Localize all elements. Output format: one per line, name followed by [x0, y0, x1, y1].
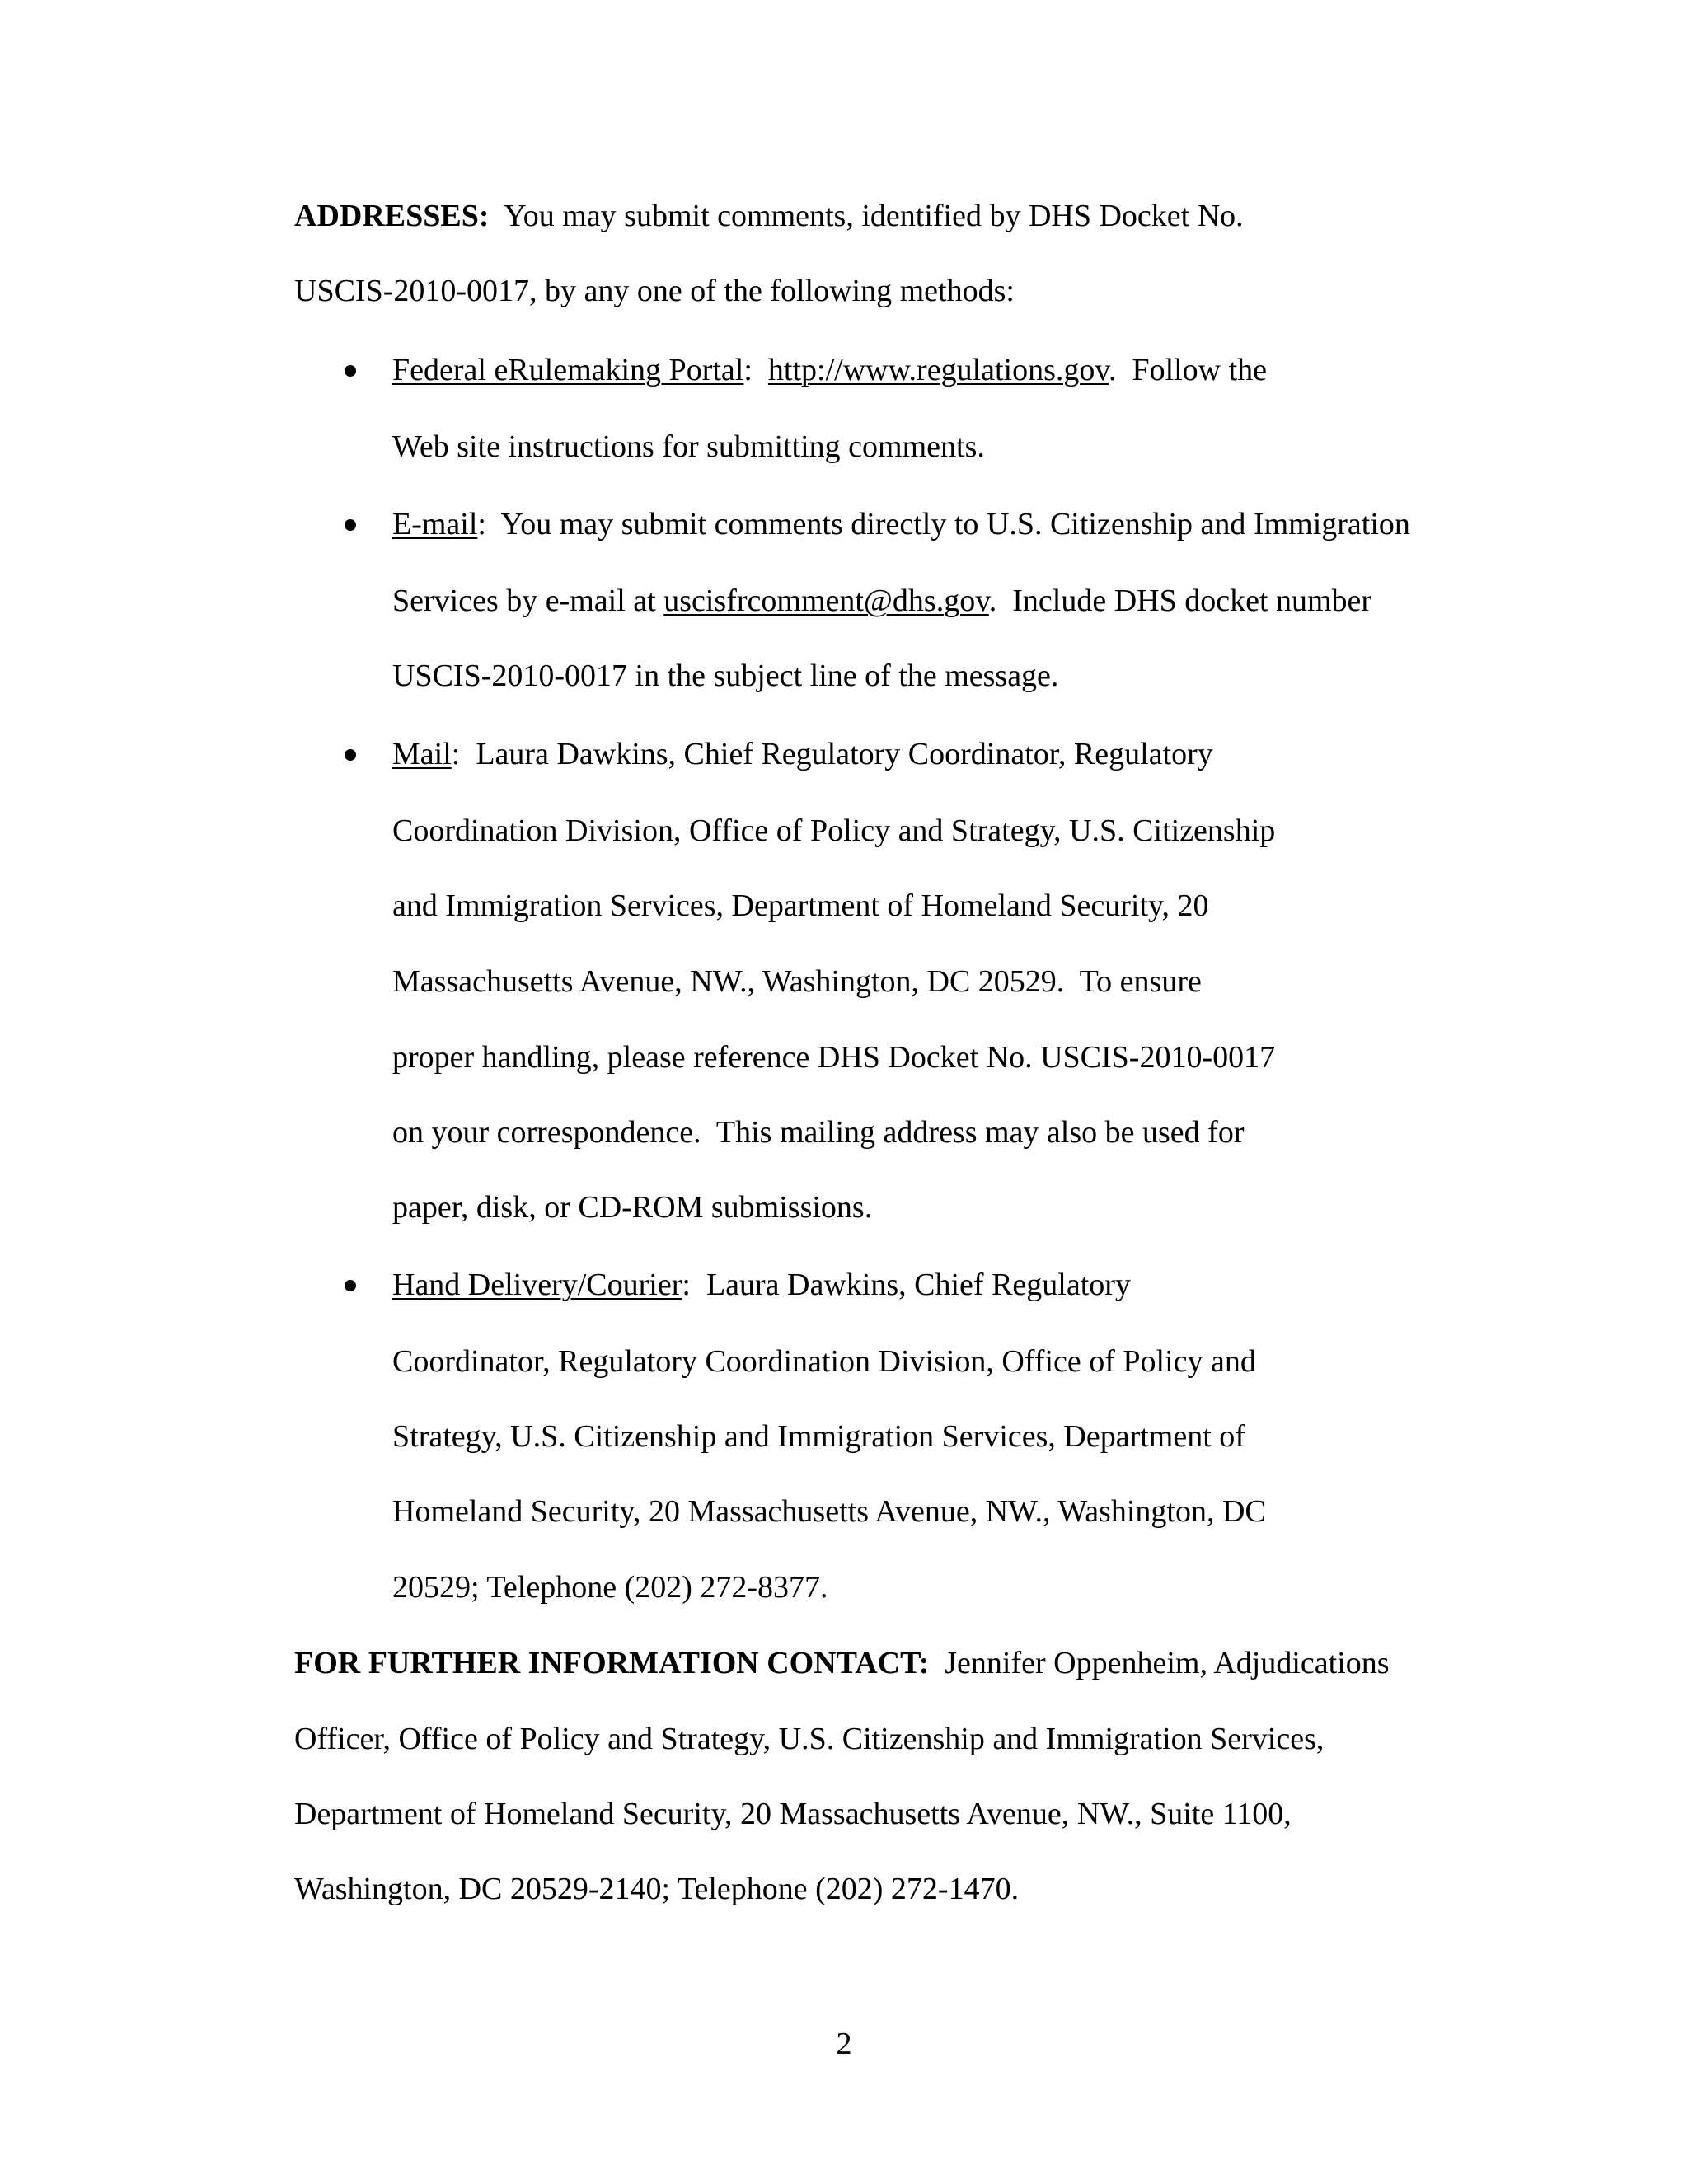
- email-line-3: USCIS-2010-0017 in the subject line of the message.: [392, 658, 1059, 693]
- addresses-heading: ADDRESSES:: [294, 199, 490, 233]
- contact-line-2: Officer, Office of Policy and Strategy, U.S. Citizenship and Immigration Services,: [294, 1722, 1325, 1756]
- portal-follow-text: . Follow the: [1108, 353, 1268, 387]
- regulations-link[interactable]: http://www.regulations.gov: [767, 353, 1109, 387]
- hand-delivery-label: Hand Delivery/Courier: [392, 1268, 682, 1302]
- email-address-link[interactable]: uscisfrcomment@dhs.gov: [663, 583, 989, 618]
- hand-delivery-line-1: [392, 1265, 1131, 1305]
- mail-intro: : Laura Dawkins, Chief Regulatory Coordinator, Regulatory: [451, 737, 1213, 771]
- contact-line-4: Washington, DC 20529-2140; Telephone (202) 272-1470.: [294, 1872, 1020, 1906]
- portal-separator: :: [743, 353, 768, 387]
- mail-line-4: Massachusetts Avenue, NW., Washington, DC 20529. To ensure: [392, 964, 1202, 999]
- email-intro: : You may submit comments directly to U.S. Citizenship and Immigration: [477, 507, 1410, 541]
- addresses-line-1: [294, 196, 1244, 236]
- contact-heading: FOR FURTHER INFORMATION CONTACT:: [294, 1646, 930, 1680]
- hand-delivery-line-4: Homeland Security, 20 Massachusetts Avenue, NW., Washington, DC: [392, 1494, 1266, 1529]
- mail-line-1: [392, 734, 1213, 774]
- mail-line-5: proper handling, please reference DHS Docket No. USCIS-2010-0017: [392, 1040, 1276, 1075]
- contact-line-1: [294, 1643, 1390, 1683]
- hand-delivery-line-2: Coordinator, Regulatory Coordination Division, Office of Policy and: [392, 1344, 1256, 1379]
- bullet-icon: [345, 1280, 356, 1291]
- hand-delivery-line-3: Strategy, U.S. Citizenship and Immigration Services, Department of: [392, 1419, 1245, 1454]
- bullet-icon: [345, 519, 356, 531]
- portal-line-2: Web site instructions for submitting comments.: [392, 429, 985, 464]
- email-pre: Services by e-mail at: [392, 583, 664, 618]
- mail-line-2: Coordination Division, Office of Policy and Strategy, U.S. Citizenship: [392, 813, 1276, 848]
- hand-delivery-line-5: 20529; Telephone (202) 272-8377.: [392, 1570, 828, 1605]
- email-post: . Include DHS docket number: [988, 583, 1372, 618]
- bullet-icon: [345, 365, 356, 377]
- portal-label: Federal eRulemaking Portal: [392, 353, 744, 387]
- portal-line-1: [392, 350, 1267, 390]
- email-line-2: [392, 581, 1372, 621]
- email-label: E-mail: [392, 507, 478, 541]
- mail-line-7: paper, disk, or CD-ROM submissions.: [392, 1190, 873, 1225]
- mail-line-6: on your correspondence. This mailing address may also be used for: [392, 1115, 1245, 1150]
- addresses-line-2: USCIS-2010-0017, by any one of the following methods:: [294, 274, 1015, 308]
- mail-line-3: and Immigration Services, Department of Homeland Security, 20: [392, 888, 1209, 923]
- hand-delivery-intro: : Laura Dawkins, Chief Regulatory: [682, 1268, 1131, 1302]
- contact-intro: Jennifer Oppenheim, Adjudications: [929, 1646, 1390, 1680]
- page-number: 2: [836, 2027, 852, 2061]
- mail-label: Mail: [392, 737, 452, 771]
- contact-line-3: Department of Homeland Security, 20 Massachusetts Avenue, NW., Suite 1100,: [294, 1797, 1292, 1831]
- addresses-intro: You may submit comments, identified by DHS Docket No.: [489, 199, 1244, 233]
- bullet-icon: [345, 749, 356, 761]
- email-line-1: [392, 504, 1410, 544]
